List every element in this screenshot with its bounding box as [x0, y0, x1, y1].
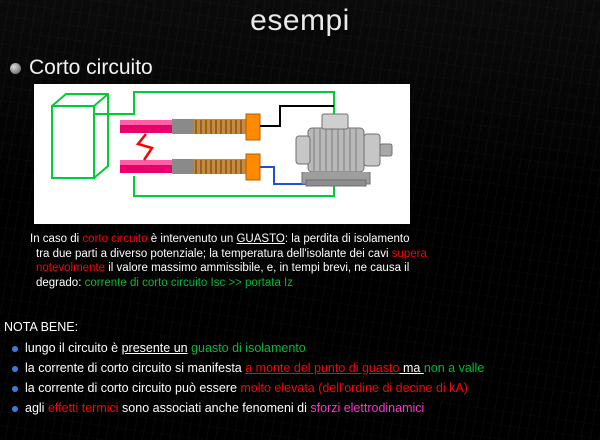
list-item-text — [25, 401, 424, 416]
list-item-text — [25, 381, 468, 396]
para-line2-wrap — [30, 247, 578, 262]
bullet4-pre: agli — [25, 401, 48, 415]
para-line3-wrap — [30, 261, 578, 276]
list-item-text — [25, 341, 306, 356]
bullet-dot-icon — [12, 346, 18, 352]
para-line4-a: degrado: — [36, 276, 85, 289]
para-line1-a: In caso di — [30, 233, 83, 245]
list-item-text — [25, 361, 484, 376]
list-item — [8, 401, 596, 416]
bullet-dot-icon — [12, 386, 18, 392]
list-item — [8, 381, 596, 396]
list-item — [8, 361, 596, 376]
top-bullet-label: Corto circuito — [29, 56, 153, 79]
para-line2-red: supera — [391, 247, 427, 260]
bullet1-green: guasto di isolamento — [191, 341, 306, 355]
para-line1-b: è intervenuto un — [147, 233, 237, 245]
circuit-diagram-icon — [34, 84, 410, 224]
para-line3-red: notevolmente — [36, 262, 106, 274]
para-line3-a: il valore massimo ammissibile, e, in tempi brevi, ne causa il — [105, 262, 410, 274]
bullet4-post: sono associati anche fenomeni di — [118, 401, 311, 415]
bullet3-red: molto elevata (dell'ordine di decine di kA) — [240, 381, 468, 395]
circuit-figure — [34, 84, 410, 224]
bullet1-pre: lungo il circuito è — [25, 341, 122, 355]
para-line4-wrap — [30, 276, 578, 291]
bullet-dot-icon — [10, 63, 21, 74]
bullet-list — [8, 341, 596, 421]
para-line1-c: : la perdita di isolamento — [284, 233, 410, 245]
para-line2-a: tra due parti a diverso potenziale; la temperatura dell'isolante dei cavi — [36, 247, 392, 260]
page-title: esempi — [250, 4, 350, 37]
bullet3-pre: la corrente di corto circuito può essere — [25, 381, 241, 395]
para-line1-underline: GUASTO — [236, 233, 285, 245]
bullet4-magenta: sforzi elettrodinamici — [310, 401, 425, 415]
bullet-dot-icon — [12, 366, 18, 372]
bullet2-green: non a valle — [423, 361, 485, 375]
top-bullet-item — [10, 56, 153, 80]
para-line1-red: corto circuito — [82, 233, 148, 245]
nota-bene-label: NOTA BENE: — [4, 320, 79, 334]
bullet-dot-icon — [12, 406, 18, 412]
bullet2-post: ma — [399, 361, 424, 375]
description-paragraph — [30, 232, 578, 290]
bullet4-red: effetti termici — [47, 401, 119, 415]
para-line4-green: corrente di corto circuito Isc >> portata Iz — [84, 276, 293, 289]
bullet1-underline: presente un — [121, 341, 188, 355]
bullet2-red: a monte del punto di guasto — [245, 361, 400, 375]
list-item — [8, 341, 596, 356]
bullet2-pre: la corrente di corto circuito si manifesta — [25, 361, 246, 375]
